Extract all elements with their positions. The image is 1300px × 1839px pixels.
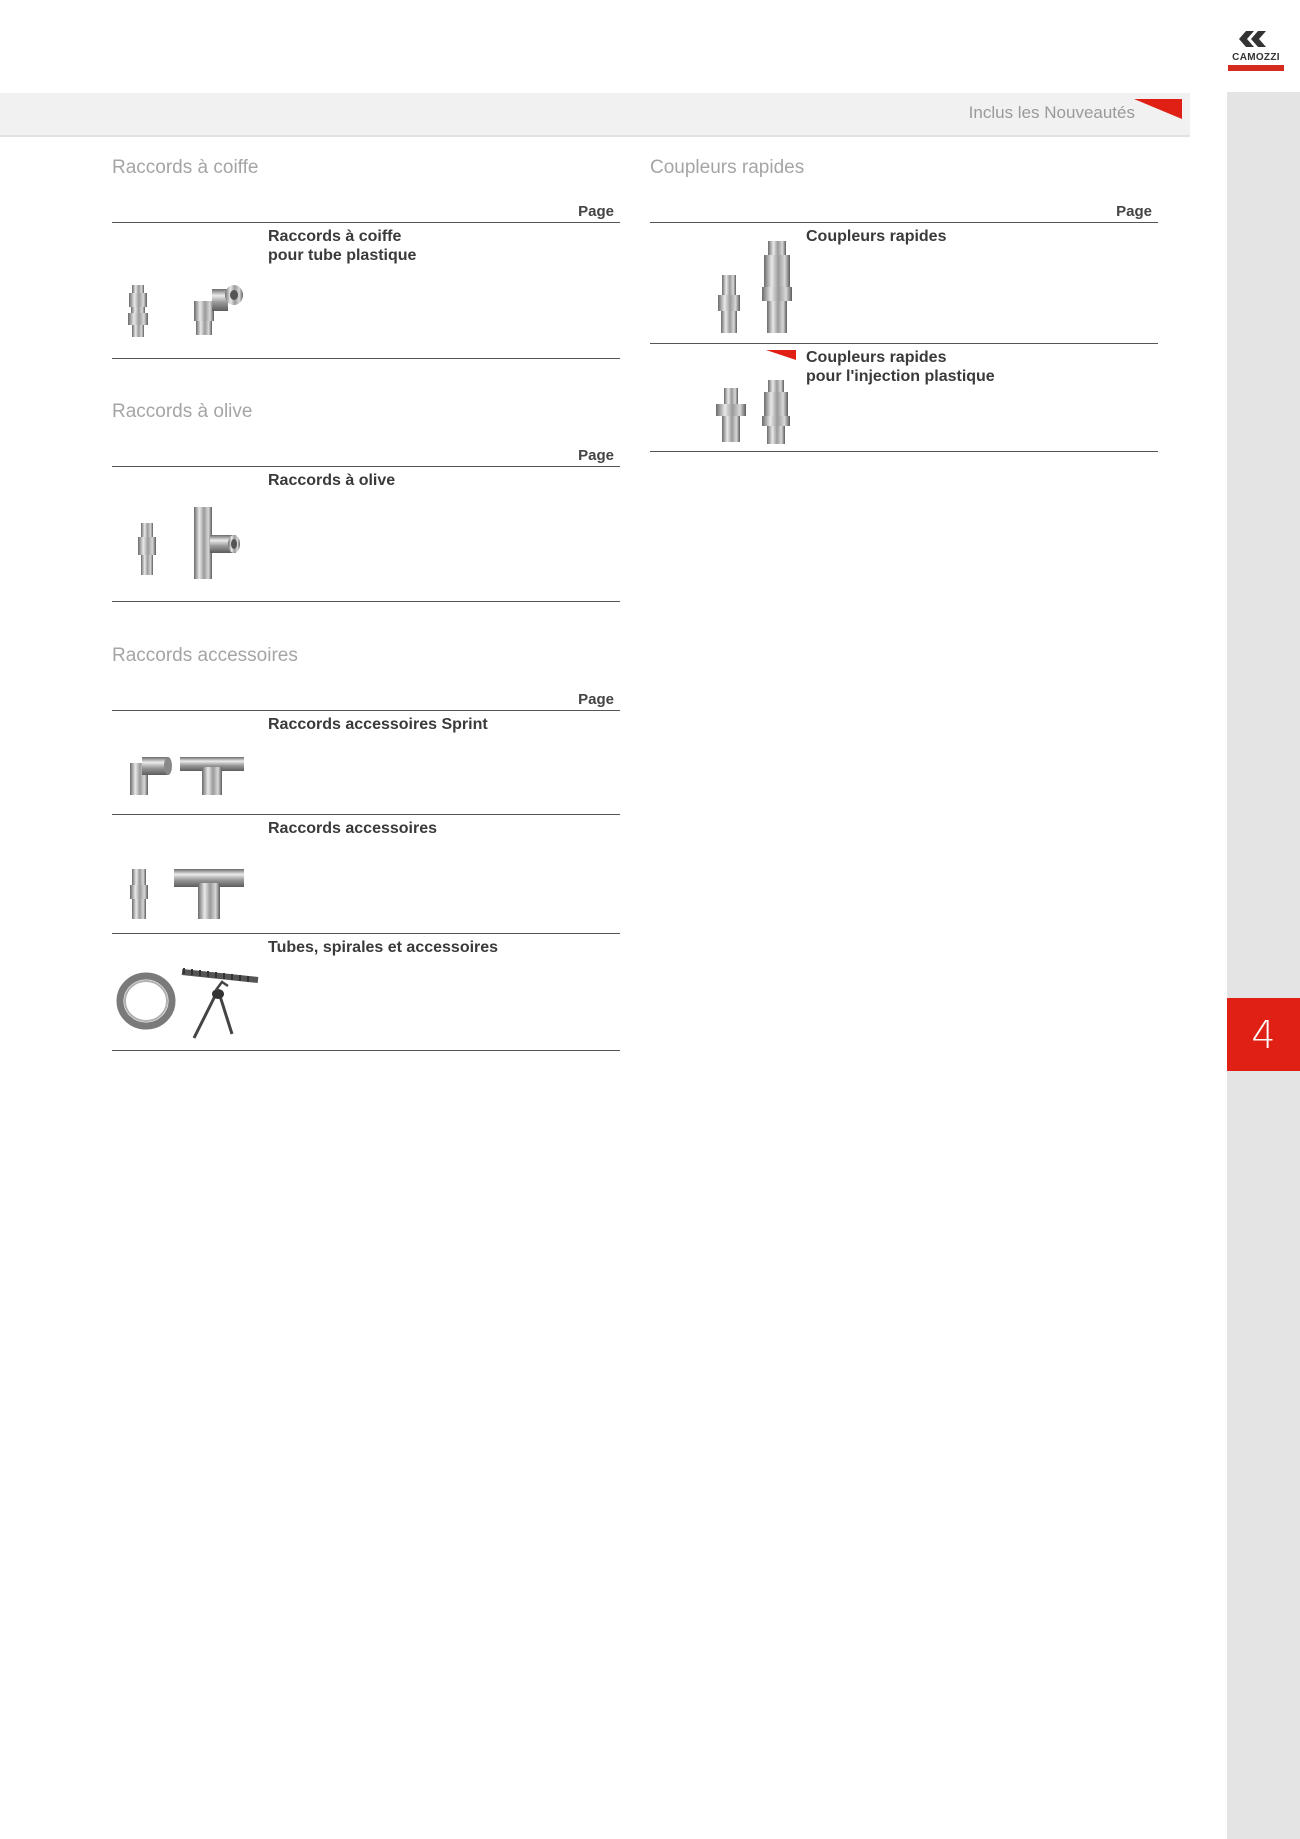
row-label: Raccords accessoires Sprint <box>268 716 488 733</box>
section-raccords-coiffe <box>112 154 620 359</box>
product-images <box>112 815 267 933</box>
coupler-plug-icon <box>716 275 742 333</box>
list-item[interactable] <box>112 223 620 359</box>
nipple-accessory-icon <box>130 869 148 919</box>
new-marker-icon <box>766 350 796 360</box>
camozzi-logo-icon <box>1224 28 1288 52</box>
elbow-fitting-icon <box>192 283 244 337</box>
page-column-label: Page <box>112 690 620 711</box>
row-label: Tubes, spirales et accessoires <box>268 939 499 956</box>
section-raccords-olive <box>112 398 620 602</box>
injection-coupler-socket-icon <box>762 380 790 444</box>
tee-olive-fitting-icon <box>190 507 242 579</box>
list-item[interactable] <box>112 711 620 815</box>
list-item[interactable] <box>112 934 620 1051</box>
section-coupleurs-rapides <box>650 154 1158 452</box>
product-images <box>112 711 267 814</box>
section-title: Raccords à olive <box>112 401 253 422</box>
straight-olive-fitting-icon <box>138 523 156 575</box>
product-images <box>650 344 805 451</box>
product-images <box>112 934 267 1050</box>
list-item[interactable] <box>112 467 620 602</box>
product-images <box>112 467 267 601</box>
product-images <box>112 223 267 358</box>
tube-coil-icon <box>116 972 176 1030</box>
list-item[interactable] <box>650 344 1158 452</box>
page-column-label: Page <box>112 446 620 467</box>
camozzi-logo <box>1224 28 1288 76</box>
section-raccords-accessoires <box>112 642 620 1051</box>
header-text: Inclus les Nouveautés <box>968 103 1135 122</box>
elbow-accessory-icon <box>128 753 172 795</box>
section-title: Raccords accessoires <box>112 645 298 666</box>
tee-accessory-icon <box>180 753 244 795</box>
section-title: Coupleurs rapides <box>650 157 805 178</box>
brand-bar <box>1228 65 1284 71</box>
side-strip <box>1227 92 1300 1839</box>
row-label: Raccords à coiffe pour tube plastique <box>268 228 417 264</box>
list-item[interactable] <box>112 815 620 934</box>
spiral-and-cutter-icon <box>180 964 260 1044</box>
straight-fitting-icon <box>128 285 148 337</box>
row-label: Coupleurs rapides pour l'injection plastique <box>806 349 995 385</box>
brand-name: CAMOZZI <box>1232 52 1280 63</box>
chapter-number: 4 <box>1251 1012 1276 1057</box>
tee-female-accessory-icon <box>174 865 244 919</box>
section-title: Raccords à coiffe <box>112 157 259 178</box>
list-item[interactable] <box>650 223 1158 344</box>
page-column-label: Page <box>650 202 1158 223</box>
header-band <box>0 93 1190 137</box>
page-column-label: Page <box>112 202 620 223</box>
row-label: Raccords à olive <box>268 472 396 489</box>
coupler-socket-icon <box>762 241 792 333</box>
row-label: Raccords accessoires <box>268 820 437 837</box>
product-images <box>650 223 805 343</box>
new-marker-icon <box>1134 99 1182 119</box>
row-label: Coupleurs rapides <box>806 228 947 245</box>
chapter-tab[interactable] <box>1227 998 1300 1071</box>
injection-coupler-plug-icon <box>716 388 746 442</box>
